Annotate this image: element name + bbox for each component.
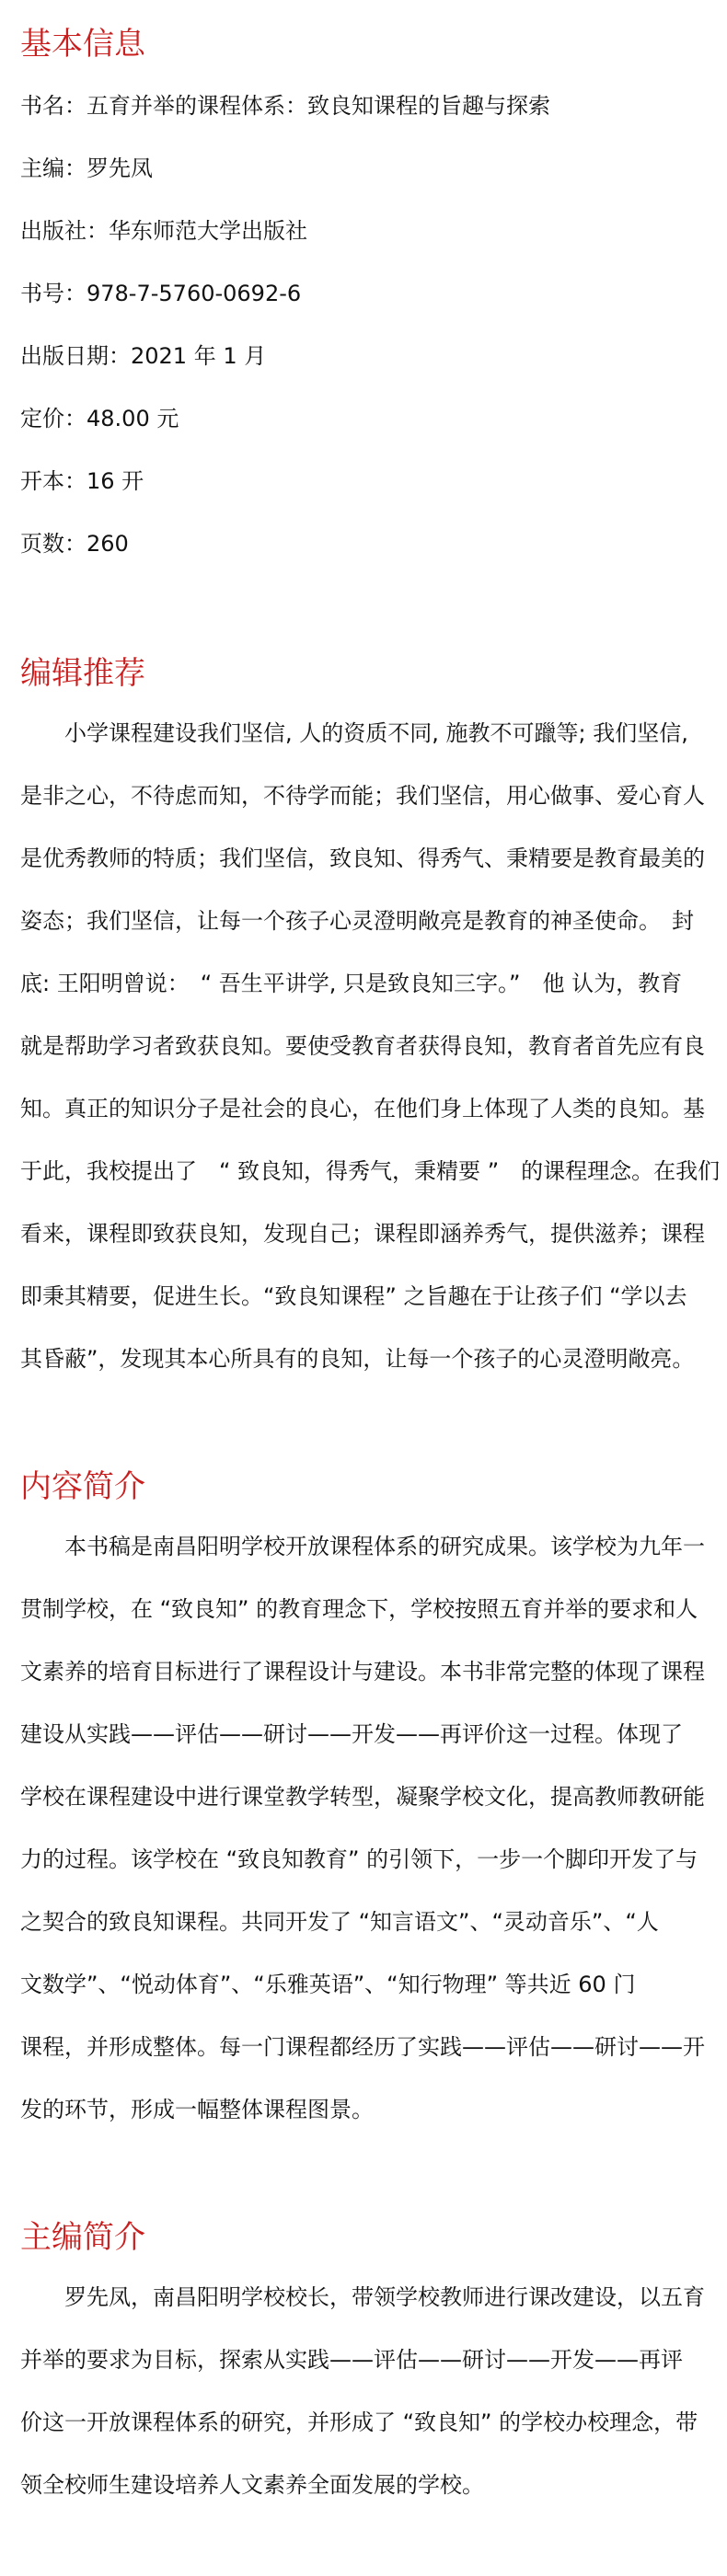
text-line: 发的环节，形成一幅整体课程图景。: [20, 2097, 374, 2122]
info-price: [20, 403, 179, 434]
info-value: 48.00 元: [87, 406, 179, 431]
text-line: 罗先凤，南昌阳明学校校长，带领学校教师进行课改建设，以五育: [20, 2284, 705, 2310]
info-format: [20, 466, 144, 497]
info-label: 出版社：: [20, 218, 109, 244]
info-value: 260: [87, 531, 129, 557]
text-line: 就是帮助学习者致获良知。要使受教育者获得良知，教育者首先应有良: [20, 1033, 705, 1059]
text-line: 文数学”、“悦动体育”、“乐雅英语”、“知行物理” 等共近 60 门: [20, 1972, 636, 1997]
text-line: 之契合的致良知课程。共同开发了 “知言语文”、“灵动音乐”、“人: [20, 1909, 659, 1935]
info-label: 开本：: [20, 468, 87, 494]
text-line: 领全校师生建设培养人文素养全面发展的学校。: [20, 2472, 484, 2498]
text-line: 课程，并形成整体。每一门课程都经历了实践——评估——研讨——开: [20, 2034, 705, 2060]
text-line: 底: 王阳明曾说： “ 吾生平讲学, 只是致良知三字。” 他 认为，教育: [20, 971, 683, 996]
text-line: 即秉其精要，促进生长。“致良知课程” 之旨趣在于让孩子们 “学以去: [20, 1283, 687, 1309]
info-title: [20, 90, 550, 121]
info-value: 978-7-5760-0692-6: [87, 281, 302, 306]
text-line: 知。真正的知识分子是社会的良心，在他们身上体现了人类的良知。基: [20, 1096, 705, 1121]
info-value: 16 开: [87, 468, 144, 494]
text-line: 是优秀教师的特质；我们坚信，致良知、得秀气、秉精要是教育最美的: [20, 845, 705, 871]
info-pages: [20, 528, 129, 559]
text-line: 姿态；我们坚信，让每一个孩子心灵澄明敞亮是教育的神圣使命。 封: [20, 908, 694, 934]
text-line: 力的过程。该学校在 “致良知教育” 的引领下，一步一个脚印开发了与: [20, 1846, 698, 1872]
text-line: 本书稿是南昌阳明学校开放课程体系的研究成果。该学校为九年一: [20, 1534, 705, 1559]
text-line: 看来，课程即致获良知，发现自己；课程即涵养秀气，提供滋养；课程: [20, 1221, 705, 1247]
info-isbn: [20, 278, 301, 309]
info-publish-date: [20, 340, 266, 372]
text-line: 建设从实践——评估——研讨——开发——再评价这一过程。体现了: [20, 1721, 683, 1747]
info-label: 主编：: [20, 155, 87, 181]
text-line: 贯制学校，在 “致良知” 的教育理念下，学校按照五育并举的要求和人: [20, 1596, 698, 1622]
info-value: 五育并举的课程体系：致良知课程的旨趣与探索: [87, 93, 550, 119]
info-value: 华东师范大学出版社: [109, 218, 307, 244]
text-line: 学校在课程建设中进行课堂教学转型，凝聚学校文化，提高教师教研能: [20, 1784, 705, 1810]
text-line: 于此，我校提出了 “ 致良知，得秀气，秉精要 ” 的课程理念。在我们: [20, 1158, 721, 1184]
text-line: 并举的要求为目标，探索从实践——评估——研讨——开发——再评: [20, 2347, 683, 2373]
text-line: 其昏蔽”，发现其本心所具有的良知，让每一个孩子的心灵澄明敞亮。: [20, 1346, 695, 1372]
section-title-editor-recommendation: 编辑推荐: [20, 655, 145, 692]
content-intro-text: [20, 1531, 707, 2125]
editor-intro-text: [20, 2282, 707, 2501]
info-value: 2021 年 1 月: [131, 343, 267, 369]
section-title-basic-info: 基本信息: [20, 26, 145, 63]
section-title-content-intro: 内容简介: [20, 1468, 145, 1505]
text-line: 小学课程建设我们坚信, 人的资质不同, 施教不可躐等; 我们坚信,: [20, 720, 688, 746]
editor-recommendation-text: [20, 718, 721, 1374]
text-line: 价这一开放课程体系的研究，并形成了 “致良知” 的学校办校理念，带: [20, 2409, 698, 2435]
info-label: 出版日期：: [20, 343, 131, 369]
info-label: 定价：: [20, 406, 87, 431]
info-label: 页数：: [20, 531, 87, 557]
info-publisher: [20, 215, 307, 247]
info-label: 书名：: [20, 93, 87, 119]
section-title-editor-intro: 主编简介: [20, 2219, 145, 2256]
info-editor: [20, 153, 153, 184]
text-line: 是非之心，不待虑而知，不待学而能；我们坚信，用心做事、爱心育人: [20, 783, 705, 809]
text-line: 文素养的培育目标进行了课程设计与建设。本书非常完整的体现了课程: [20, 1659, 705, 1685]
info-label: 书号：: [20, 281, 87, 306]
info-value: 罗先凤: [87, 155, 153, 181]
